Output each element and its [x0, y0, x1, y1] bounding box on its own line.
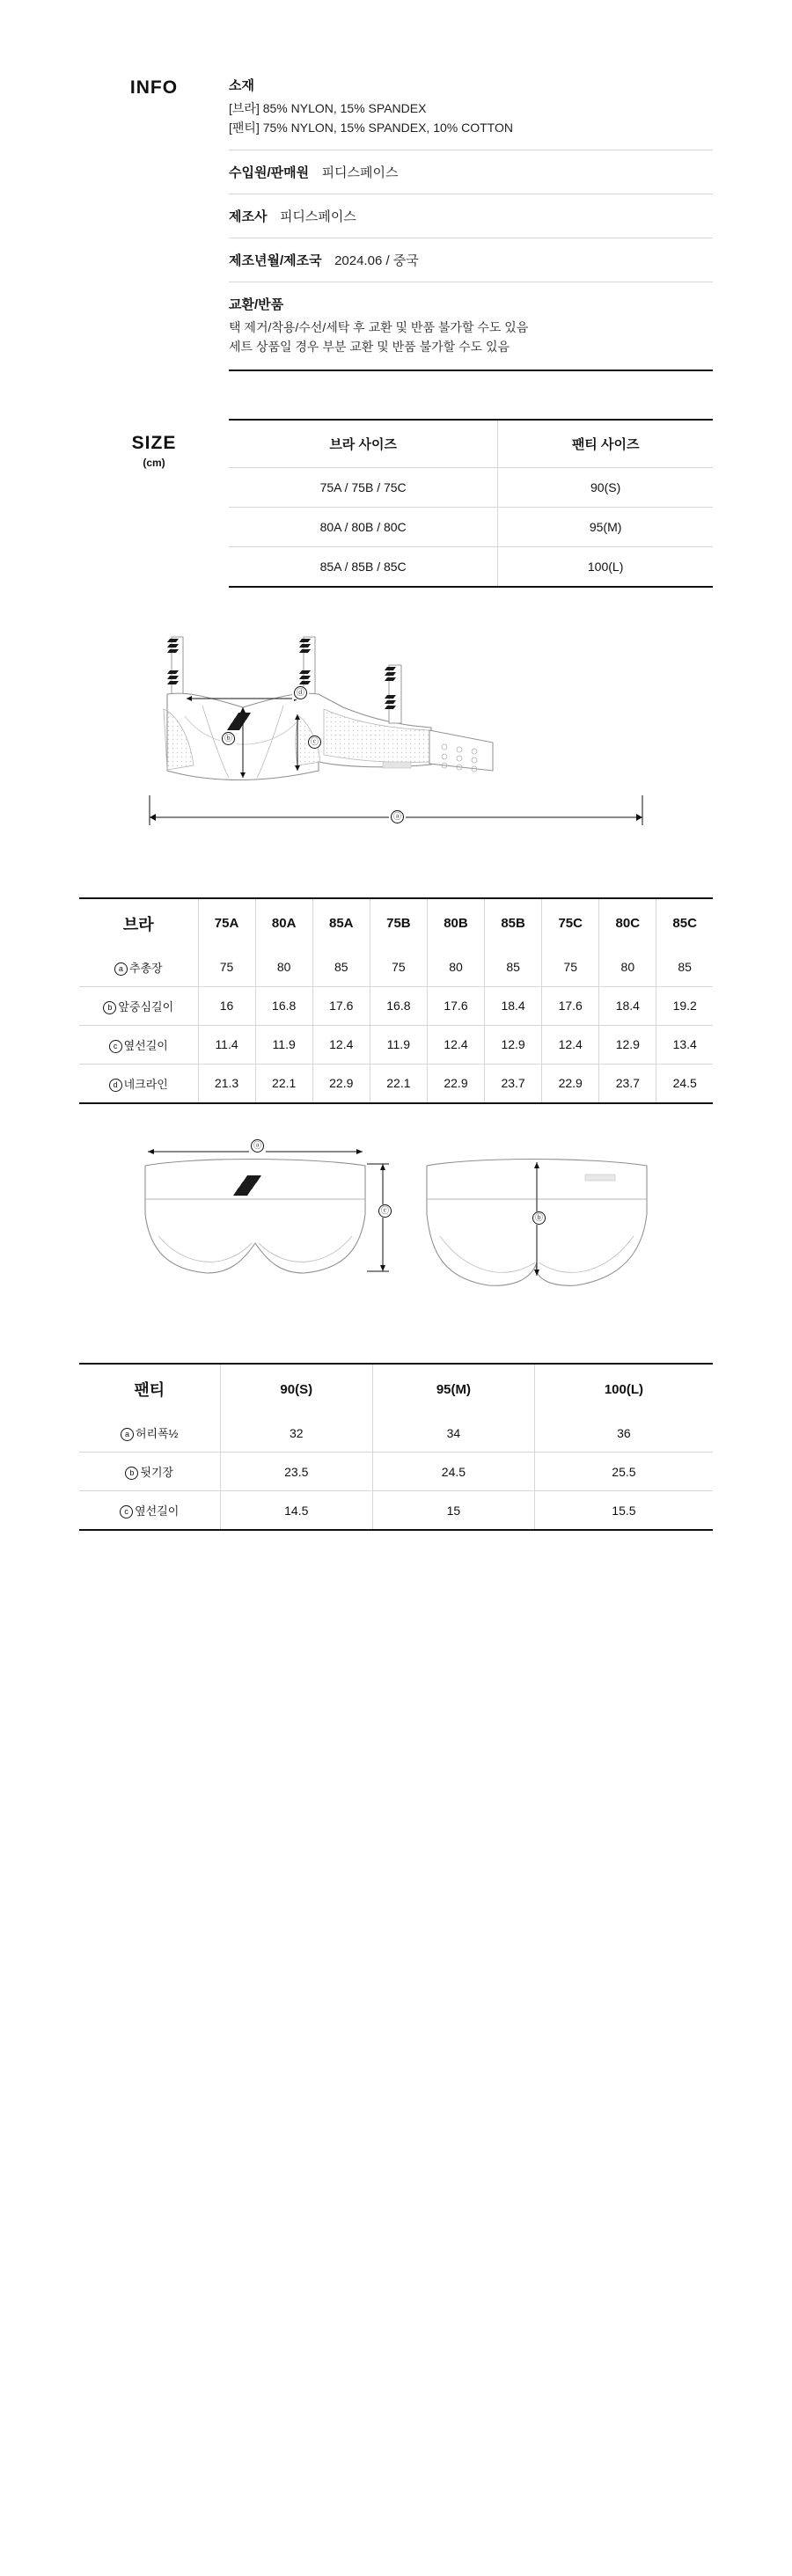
cell-value: 13.4: [656, 1025, 713, 1064]
cell-value: 17.6: [542, 986, 599, 1025]
info-block-title: 제조사: [229, 209, 268, 225]
cell-value: 32: [220, 1414, 373, 1453]
column-header-85B: 85B: [485, 898, 542, 948]
cell-value: 11.9: [255, 1025, 312, 1064]
cell-value: 11.4: [198, 1025, 255, 1064]
info-block-line: 택 제거/착용/수선/세탁 후 교환 및 반품 불가할 수도 있음: [229, 320, 529, 335]
info-block-title: 제조년월/제조국: [229, 253, 322, 269]
cell-value: 34: [373, 1414, 535, 1453]
panty-measurement-table: [79, 1363, 713, 1531]
row-header-back-length: b 뒷기장: [79, 1453, 220, 1491]
panty-illustration-svg: [79, 1131, 713, 1324]
table-row: [79, 1025, 713, 1064]
info-block-value: 피디스페이스: [279, 209, 356, 225]
info-block-importer: [229, 150, 713, 194]
cell-bra-size: 75A / 75B / 75C: [229, 467, 498, 507]
info-block-material: [229, 63, 713, 150]
cell-value: 17.6: [427, 986, 484, 1025]
cell-value: 12.4: [427, 1025, 484, 1064]
cell-panty-size: 100(L): [498, 546, 713, 587]
cell-value: 12.4: [542, 1025, 599, 1064]
table-header-row: [79, 1364, 713, 1414]
cell-value: 23.7: [599, 1064, 656, 1103]
cell-panty-size: 90(S): [498, 467, 713, 507]
table-row: [79, 1453, 713, 1491]
panty-table-corner: 팬티: [134, 1381, 165, 1399]
cell-value: 85: [656, 948, 713, 987]
info-body: [229, 63, 713, 371]
info-block-exchange-return: [229, 282, 713, 370]
column-header-75B: 75B: [370, 898, 427, 948]
info-block-title: 교환/반품: [229, 297, 284, 313]
bra-marker-c: ⓒ: [306, 735, 323, 749]
cell-value: 22.1: [255, 1064, 312, 1103]
cell-value: 12.9: [485, 1025, 542, 1064]
column-header-panty: 팬티 사이즈: [498, 420, 713, 468]
bra-illustration-svg: [79, 611, 713, 866]
cell-value: 16: [198, 986, 255, 1025]
table-row: [79, 1491, 713, 1531]
table-row: [229, 507, 713, 546]
info-block-manufacturer: [229, 194, 713, 238]
panty-marker-c: ⓒ: [377, 1204, 393, 1218]
info-block-line: 세트 상품일 경우 부분 교환 및 반품 불가할 수도 있음: [229, 340, 510, 355]
cell-value: 24.5: [373, 1453, 535, 1491]
size-section: [79, 371, 713, 588]
row-header-side-length: c 옆선길이: [79, 1491, 220, 1531]
bra-marker-d: ⓓ: [292, 686, 309, 699]
cell-value: 15.5: [534, 1491, 713, 1531]
row-header-front-center-length: b 앞중심길이: [79, 986, 198, 1025]
cell-value: 80: [427, 948, 484, 987]
column-header-80B: 80B: [427, 898, 484, 948]
row-header-side-length: c 옆선길이: [79, 1025, 198, 1064]
cell-value: 14.5: [220, 1491, 373, 1531]
info-block-value: 2024.06 / 중국: [334, 253, 419, 269]
cell-value: 12.9: [599, 1025, 656, 1064]
info-block-manufacture-date: [229, 238, 713, 282]
cell-value: 22.1: [370, 1064, 427, 1103]
column-header-90S: 90(S): [220, 1364, 373, 1414]
info-heading: INFO: [129, 77, 179, 98]
bra-measurement-table: [79, 897, 713, 1104]
cell-value: 22.9: [427, 1064, 484, 1103]
table-row: [79, 1064, 713, 1103]
cell-value: 24.5: [656, 1064, 713, 1103]
column-header-75C: 75C: [542, 898, 599, 948]
cell-value: 25.5: [534, 1453, 713, 1491]
bra-diagram: [79, 611, 713, 866]
size-heading: [79, 419, 229, 588]
cell-value: 12.4: [312, 1025, 370, 1064]
panty-diagram: [79, 1131, 713, 1324]
cell-value: 36: [534, 1414, 713, 1453]
panty-marker-a: ⓐ: [249, 1139, 266, 1153]
cell-value: 19.2: [656, 986, 713, 1025]
cell-value: 18.4: [599, 986, 656, 1025]
cell-value: 23.7: [485, 1064, 542, 1103]
cell-bra-size: 85A / 85B / 85C: [319, 559, 407, 574]
cell-value: 15: [373, 1491, 535, 1531]
cell-value: 22.9: [542, 1064, 599, 1103]
cell-bra-size: 80A / 80B / 80C: [229, 507, 498, 546]
table-row: [79, 1414, 713, 1453]
column-header-75A: 75A: [198, 898, 255, 948]
table-row: [79, 986, 713, 1025]
table-row: [79, 948, 713, 987]
bra-marker-a: ⓐ: [389, 810, 406, 823]
cell-value: 16.8: [370, 986, 427, 1025]
cell-value: 85: [312, 948, 370, 987]
column-header-85A: 85A: [312, 898, 370, 948]
info-block-value: 피디스페이스: [321, 165, 399, 181]
info-block-title: 수입원/판매원: [229, 165, 310, 181]
cell-value: 75: [542, 948, 599, 987]
size-heading-text: SIZE: [131, 432, 177, 453]
cell-value: 75: [370, 948, 427, 987]
bra-marker-b: ⓑ: [220, 732, 237, 745]
bra-table-corner: 브라: [122, 915, 154, 933]
row-header-waist-half: a 허리폭½: [79, 1414, 220, 1453]
cell-value: 23.5: [220, 1453, 373, 1491]
cell-value: 17.6: [312, 986, 370, 1025]
table-header-row: [229, 420, 713, 468]
column-header-80A: 80A: [255, 898, 312, 948]
info-section: [79, 0, 713, 371]
cell-value: 11.9: [370, 1025, 427, 1064]
cell-value: 21.3: [198, 1064, 255, 1103]
size-overview-table: [229, 419, 713, 588]
column-header-80C: 80C: [599, 898, 656, 948]
cell-value: 85: [485, 948, 542, 987]
info-block-line: [브라] 85% NYLON, 15% SPANDEX: [229, 101, 427, 115]
cell-value: 80: [599, 948, 656, 987]
column-header-95M: 95(M): [373, 1364, 535, 1414]
column-header-100L: 100(L): [534, 1364, 713, 1414]
cell-value: 16.8: [255, 986, 312, 1025]
row-header-neckline: d 네크라인: [79, 1064, 198, 1103]
row-header-total-length: a 추총장: [79, 948, 198, 987]
table-header-row: [79, 898, 713, 948]
cell-value: 75: [198, 948, 255, 987]
info-block-line: [팬티] 75% NYLON, 15% SPANDEX, 10% COTTON: [229, 120, 513, 135]
table-row: [229, 546, 713, 587]
size-unit-text: (cm): [143, 456, 165, 469]
cell-panty-size: 95(M): [498, 507, 713, 546]
cell-value: 80: [255, 948, 312, 987]
cell-value: 22.9: [312, 1064, 370, 1103]
info-block-title: 소재: [229, 78, 254, 93]
table-row: [229, 467, 713, 507]
cell-value: 18.4: [485, 986, 542, 1025]
column-header-bra: 브라 사이즈: [229, 420, 498, 468]
bottom-spacer: [0, 1531, 792, 1636]
column-header-85C: 85C: [656, 898, 713, 948]
panty-marker-b: ⓑ: [531, 1211, 547, 1225]
